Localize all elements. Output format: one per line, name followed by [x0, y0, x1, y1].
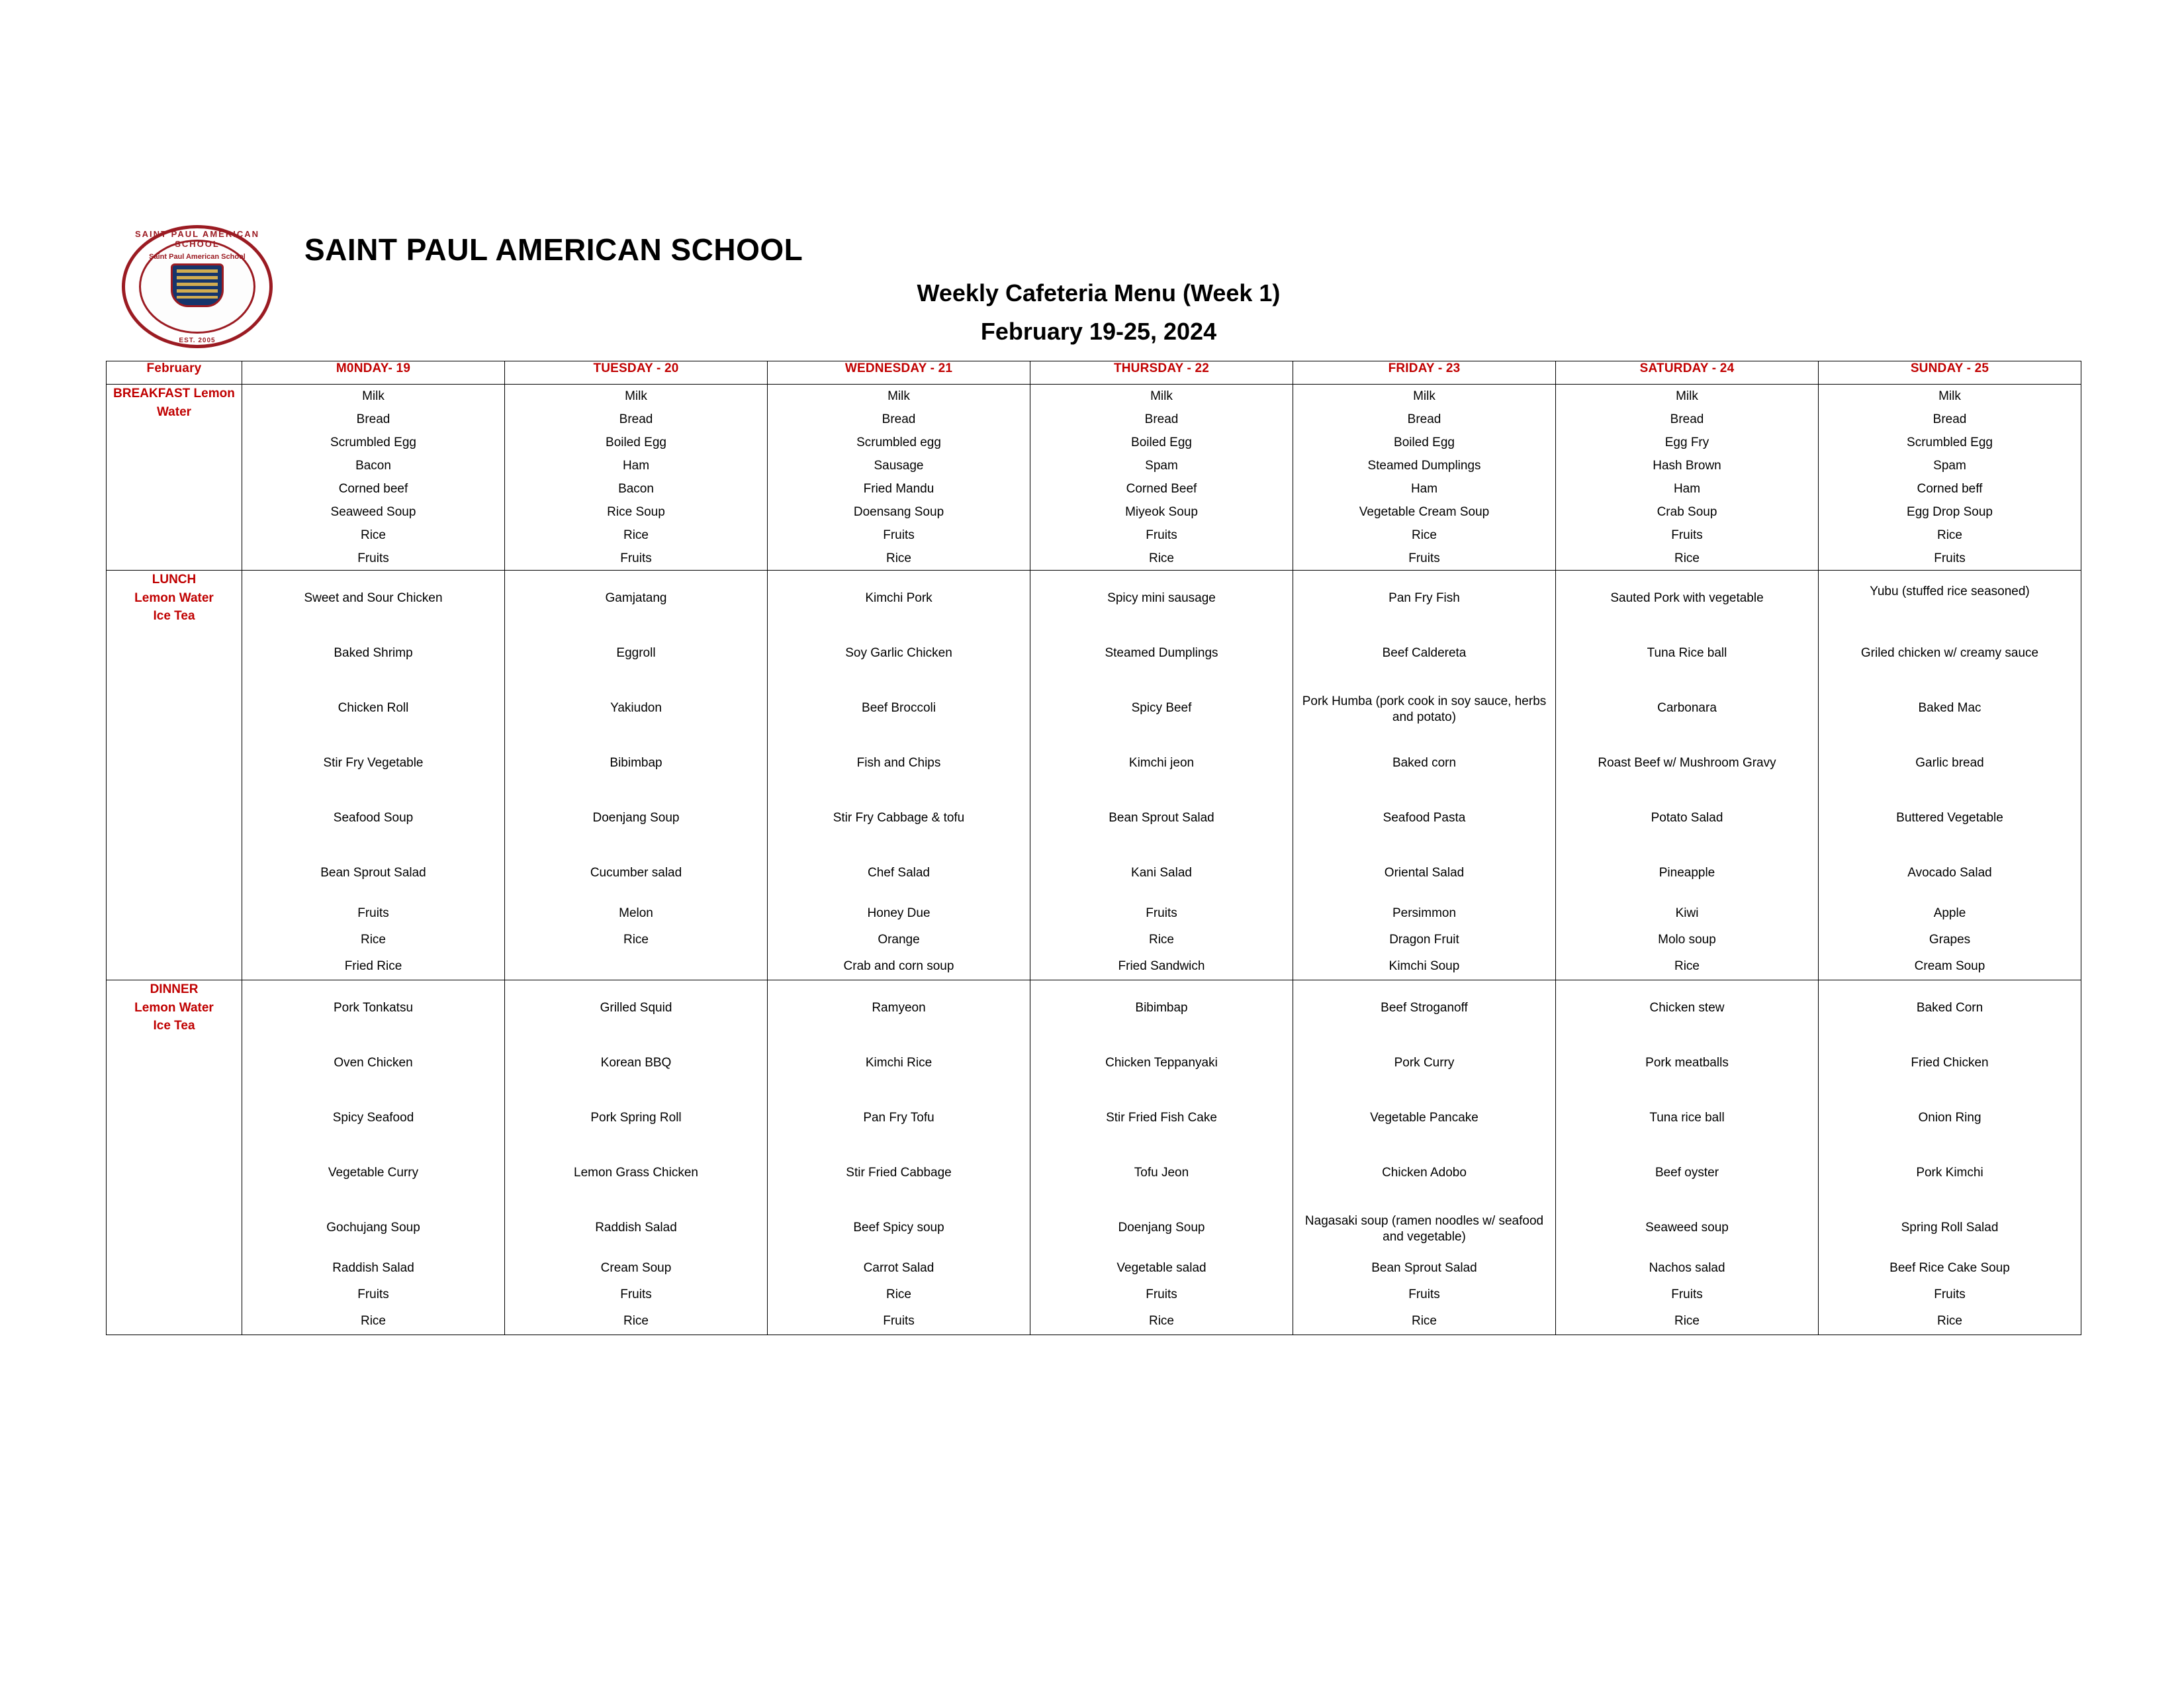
cell-dinner-friday: [1293, 980, 1556, 1335]
menu-item: Egg Fry: [1664, 436, 1709, 449]
menu-item: Beef Rice Cake Soup: [1889, 1261, 2010, 1275]
menu-item: Bean Sprout Salad: [1109, 811, 1214, 825]
school-logo: [122, 225, 275, 351]
menu-item: Oven Chicken: [334, 1056, 413, 1070]
header-day-monday: M0NDAY- 19: [242, 361, 505, 385]
menu-item: Fried Mandu: [863, 482, 934, 496]
menu-item: Rice: [1674, 1314, 1700, 1328]
menu-item: Molo soup: [1658, 933, 1716, 947]
cell-lunch-friday: [1293, 571, 1556, 980]
menu-item: Scrumbled Egg: [330, 436, 416, 449]
menu-item: Rice: [1674, 959, 1700, 973]
menu-item: Pork Curry: [1394, 1056, 1455, 1070]
menu-item: Buttered Vegetable: [1896, 811, 2003, 825]
menu-item: Milk: [625, 389, 647, 403]
cell-breakfast-monday: [242, 385, 505, 571]
menu-item: [505, 953, 767, 980]
cell-lunch-thursday: [1030, 571, 1293, 980]
menu-item: Rice: [1411, 528, 1437, 542]
menu-item: Fruits: [1146, 1288, 1177, 1301]
logo-top-text: SAINT PAUL AMERICAN SCHOOL: [135, 229, 259, 249]
menu-item: Milk: [1150, 389, 1173, 403]
row-label-dinner-line-2: Lemon Water: [134, 1000, 214, 1015]
cell-breakfast-thursday: [1030, 385, 1293, 571]
menu-item: Nagasaki soup (ramen noodles w/ seafood and vegetable): [1304, 1214, 1544, 1244]
logo-mid-text: Saint Paul American School: [149, 253, 246, 261]
menu-item: Milk: [362, 389, 385, 403]
menu-item: Fruits: [1934, 1288, 1966, 1301]
row-label-breakfast-line-1: BREAKFAST Lemon: [113, 387, 235, 400]
menu-item: Raddish Salad: [595, 1221, 677, 1235]
menu-item: Apple: [1933, 906, 1966, 920]
school-name: SAINT PAUL AMERICAN SCHOOL: [304, 232, 803, 267]
row-label-lunch-line-3: Ice Tea: [153, 609, 195, 624]
menu-item: Vegetable Cream Soup: [1359, 505, 1490, 519]
menu-item: Rice: [886, 1288, 911, 1301]
menu-item: Grapes: [1929, 933, 1971, 947]
menu-item: Potato Salad: [1651, 811, 1723, 825]
menu-item: Ham: [622, 459, 650, 473]
menu-item: Beef Spicy soup: [853, 1221, 944, 1235]
menu-item: Melon: [619, 906, 653, 920]
menu-item: Seaweed Soup: [330, 505, 416, 519]
menu-item: Fried Sandwich: [1118, 959, 1205, 973]
menu-item: Bibimbap: [1135, 1001, 1188, 1015]
menu-item: Doenjang Soup: [592, 811, 680, 825]
menu-item: Fruits: [1671, 528, 1703, 542]
menu-item: Corned Beef: [1126, 482, 1197, 496]
menu-item: Milk: [887, 389, 910, 403]
cell-dinner-saturday: [1556, 980, 1819, 1335]
menu-item: Crab and corn soup: [843, 959, 954, 973]
page-title: Weekly Cafeteria Menu (Week 1): [917, 279, 1281, 306]
cell-lunch-monday: [242, 571, 505, 980]
menu-item: Fruits: [620, 1288, 652, 1301]
row-label-breakfast-line-2: Water: [156, 404, 192, 419]
document-header: [106, 218, 2091, 351]
menu-item: Pork Humba (pork cook in soy sauce, herbs and potato): [1302, 694, 1547, 724]
menu-item: Kani Salad: [1131, 866, 1192, 880]
menu-item: Baked Mac: [1918, 701, 1981, 715]
cell-breakfast-sunday: [1819, 385, 2081, 571]
menu-item: Doenjang Soup: [1118, 1221, 1205, 1235]
menu-item: Boiled Egg: [606, 436, 666, 449]
menu-item: Boiled Egg: [1394, 436, 1455, 449]
menu-item: Kimchi jeon: [1128, 756, 1195, 770]
menu-item: Rice Soup: [607, 505, 665, 519]
cell-breakfast-friday: [1293, 385, 1556, 571]
row-label-dinner: [107, 980, 242, 1335]
menu-item: Rice: [886, 551, 911, 565]
menu-item: Nachos salad: [1649, 1261, 1725, 1275]
header-day-sunday: SUNDAY - 25: [1819, 361, 2081, 385]
menu-item: Bibimbap: [610, 756, 662, 770]
menu-item: Dragon Fruit: [1389, 933, 1459, 947]
menu-item: Rice: [1148, 933, 1174, 947]
menu-item: Beef Broccoli: [862, 701, 936, 715]
cell-dinner-wednesday: [768, 980, 1030, 1335]
menu-item: Ham: [1673, 482, 1701, 496]
menu-item: Chef Salad: [867, 866, 930, 880]
menu-item: Grilled Squid: [600, 1001, 672, 1015]
menu-item: Lemon Grass Chicken: [574, 1166, 698, 1180]
menu-item: Fruits: [357, 551, 389, 565]
menu-item: Gamjatang: [605, 591, 667, 605]
menu-item: Doensang Soup: [853, 505, 944, 519]
cell-breakfast-saturday: [1556, 385, 1819, 571]
menu-item: Steamed Dumplings: [1105, 646, 1218, 660]
menu-item: Raddish Salad: [332, 1261, 414, 1275]
menu-item: Avocado Salad: [1907, 866, 1992, 880]
menu-item: Steamed Dumplings: [1367, 459, 1481, 473]
menu-item: Spam: [1145, 459, 1178, 473]
menu-item: Spicy mini sausage: [1107, 591, 1216, 605]
menu-item: Rice: [360, 528, 386, 542]
menu-item: Fruits: [1934, 551, 1966, 565]
header-day-tuesday: TUESDAY - 20: [505, 361, 768, 385]
menu-item: Ham: [1410, 482, 1438, 496]
menu-item: Soy Garlic Chicken: [845, 646, 952, 660]
menu-item: Baked Corn: [1916, 1001, 1983, 1015]
menu-item: Vegetable Pancake: [1370, 1111, 1479, 1125]
header-month: February: [107, 361, 242, 385]
header-day-wednesday: WEDNESDAY - 21: [768, 361, 1030, 385]
menu-item: Chicken stew: [1649, 1001, 1725, 1015]
menu-item: Seaweed soup: [1645, 1221, 1729, 1235]
menu-item: Carrot Salad: [863, 1261, 934, 1275]
cell-dinner-thursday: [1030, 980, 1293, 1335]
row-label-breakfast: [107, 385, 242, 571]
menu-item: Egg Drop Soup: [1907, 505, 1993, 519]
cell-lunch-tuesday: [505, 571, 768, 980]
menu-item: Baked Shrimp: [334, 646, 413, 660]
menu-item: Fruits: [883, 528, 915, 542]
menu-item: Ramyeon: [872, 1001, 926, 1015]
menu-item: Bread: [1144, 412, 1179, 426]
menu-item: Bacon: [355, 459, 391, 473]
menu-item: Bread: [1670, 412, 1704, 426]
menu-item: Beef Caldereta: [1382, 646, 1467, 660]
menu-item: Pan Fry Tofu: [863, 1111, 934, 1125]
menu-item: Scrumbled Egg: [1907, 436, 1993, 449]
menu-item: Beef Stroganoff: [1381, 1001, 1468, 1015]
menu-item: Bread: [882, 412, 916, 426]
menu-item: Spam: [1933, 459, 1966, 473]
menu-item: Sausage: [874, 459, 924, 473]
menu-item: Fruits: [357, 1288, 389, 1301]
menu-item: Sweet and Sour Chicken: [304, 591, 443, 605]
menu-item: Rice: [1148, 1314, 1174, 1328]
menu-item: Onion Ring: [1918, 1111, 1981, 1125]
menu-item: Tofu Jeon: [1134, 1166, 1189, 1180]
cell-breakfast-tuesday: [505, 385, 768, 571]
table-row-dinner: [107, 980, 2081, 1335]
row-label-lunch-line-2: Lemon Water: [134, 590, 214, 605]
menu-item: Corned beff: [1917, 482, 1983, 496]
row-label-dinner-line-3: Ice Tea: [153, 1019, 195, 1033]
menu-item: Pineapple: [1659, 866, 1715, 880]
header-day-saturday: SATURDAY - 24: [1556, 361, 1819, 385]
menu-item: Cream Soup: [600, 1261, 672, 1275]
menu-item: Gochujang Soup: [326, 1221, 420, 1235]
menu-item: Rice: [1148, 551, 1174, 565]
menu-item: Fruits: [883, 1314, 915, 1328]
menu-item: Hash Brown: [1653, 459, 1721, 473]
cell-dinner-tuesday: [505, 980, 768, 1335]
menu-item: Persimmon: [1392, 906, 1457, 920]
menu-item: Rice: [623, 528, 649, 542]
menu-item: Roast Beef w/ Mushroom Gravy: [1598, 756, 1776, 770]
menu-item: Bean Sprout Salad: [320, 866, 426, 880]
menu-item: Korean BBQ: [600, 1056, 672, 1070]
menu-item: Tuna Rice ball: [1647, 646, 1727, 660]
cell-lunch-sunday: [1819, 571, 2081, 980]
menu-item: Chicken Teppanyaki: [1105, 1056, 1218, 1070]
menu-item: Kimchi Pork: [865, 591, 933, 605]
menu-item: Eggroll: [616, 646, 656, 660]
table-header-row: [107, 361, 2081, 385]
menu-item: Rice: [623, 933, 649, 947]
menu-item: Yubu (stuffed rice seasoned): [1870, 585, 2030, 598]
menu-item: Stir Fried Cabbage: [846, 1166, 952, 1180]
menu-item: Stir Fried Fish Cake: [1106, 1111, 1217, 1125]
menu-item: Honey Due: [867, 906, 931, 920]
menu-item: Chicken Adobo: [1382, 1166, 1467, 1180]
menu-item: Fish and Chips: [856, 756, 941, 770]
menu-item: Boiled Egg: [1131, 436, 1192, 449]
menu-item: Fried Chicken: [1911, 1056, 1989, 1070]
menu-item: Rice: [1411, 1314, 1437, 1328]
menu-item: Fruits: [1408, 1288, 1440, 1301]
menu-item: Fruits: [1146, 528, 1177, 542]
menu-item: Fried Rice: [344, 959, 402, 973]
menu-item: Bread: [356, 412, 390, 426]
weekly-menu-table: [106, 361, 2081, 1335]
menu-item: Fruits: [1671, 1288, 1703, 1301]
menu-item: Miyeok Soup: [1125, 505, 1198, 519]
menu-item: Beef oyster: [1655, 1166, 1719, 1180]
header-day-friday: FRIDAY - 23: [1293, 361, 1556, 385]
menu-item: Sauted Pork with vegetable: [1610, 591, 1764, 605]
menu-item: Stir Fry Vegetable: [323, 756, 424, 770]
header-day-thursday: THURSDAY - 22: [1030, 361, 1293, 385]
menu-item: Yakiudon: [610, 701, 662, 715]
row-label-dinner-line-1: DINNER: [150, 982, 199, 996]
menu-item: Seafood Pasta: [1383, 811, 1466, 825]
menu-item: Rice: [623, 1314, 649, 1328]
menu-item: Bread: [1933, 412, 1967, 426]
menu-item: Fruits: [1146, 906, 1177, 920]
menu-item: Tuna rice ball: [1649, 1111, 1725, 1125]
menu-item: Cream Soup: [1914, 959, 1985, 973]
menu-item: Corned beef: [338, 482, 408, 496]
menu-item: Kimchi Rice: [865, 1056, 933, 1070]
menu-item: Fruits: [357, 906, 389, 920]
menu-item: Crab Soup: [1657, 505, 1717, 519]
menu-item: Pork Kimchi: [1916, 1166, 1983, 1180]
menu-item: Bean Sprout Salad: [1371, 1261, 1477, 1275]
menu-item: Seafood Soup: [333, 811, 414, 825]
menu-item: Rice: [1936, 528, 1962, 542]
table-row-lunch: [107, 571, 2081, 980]
menu-item: Chicken Roll: [338, 701, 409, 715]
table-row-breakfast: [107, 385, 2081, 571]
menu-item: Oriental Salad: [1384, 866, 1465, 880]
cell-breakfast-wednesday: [768, 385, 1030, 571]
menu-item: Rice: [360, 933, 386, 947]
menu-item: Milk: [1676, 389, 1698, 403]
menu-item: Pan Fry Fish: [1388, 591, 1460, 605]
logo-shield-icon: [171, 263, 224, 307]
menu-item: Bacon: [618, 482, 654, 496]
menu-item: Rice: [360, 1314, 386, 1328]
menu-item: Pork Tonkatsu: [333, 1001, 414, 1015]
menu-item: Kimchi Soup: [1388, 959, 1460, 973]
cell-lunch-saturday: [1556, 571, 1819, 980]
menu-item: Garlic bread: [1915, 756, 1984, 770]
row-label-lunch-line-1: LUNCH: [152, 573, 197, 586]
cell-dinner-monday: [242, 980, 505, 1335]
menu-item: Spicy Seafood: [332, 1111, 414, 1125]
menu-item: Cucumber salad: [590, 866, 682, 880]
menu-item: Griled chicken w/ creamy sauce: [1860, 646, 2039, 660]
menu-item: Pork Spring Roll: [590, 1111, 682, 1125]
menu-item: Carbonara: [1657, 701, 1717, 715]
menu-item: Fruits: [620, 551, 652, 565]
menu-item: Scrumbled egg: [856, 436, 941, 449]
cell-dinner-sunday: [1819, 980, 2081, 1335]
menu-item: Milk: [1938, 389, 1961, 403]
menu-item: Spring Roll Salad: [1901, 1221, 1999, 1235]
menu-item: Rice: [1674, 551, 1700, 565]
row-label-lunch: [107, 571, 242, 980]
menu-item: Baked corn: [1392, 756, 1457, 770]
menu-item: Pork meatballs: [1645, 1056, 1729, 1070]
menu-item: Vegetable Curry: [328, 1166, 419, 1180]
menu-item: Bread: [1407, 412, 1441, 426]
menu-item: Milk: [1413, 389, 1435, 403]
menu-item: Vegetable salad: [1116, 1261, 1206, 1275]
menu-item: Kiwi: [1675, 906, 1699, 920]
menu-item: Fruits: [1408, 551, 1440, 565]
menu-item: Spicy Beef: [1131, 701, 1192, 715]
menu-item: Bread: [619, 412, 653, 426]
logo-bottom-text: EST. 2005: [179, 337, 216, 344]
cell-lunch-wednesday: [768, 571, 1030, 980]
menu-item: Orange: [878, 933, 920, 947]
date-range: February 19-25, 2024: [980, 318, 1217, 345]
menu-item: Stir Fry Cabbage & tofu: [833, 811, 965, 825]
menu-item: Rice: [1936, 1314, 1962, 1328]
